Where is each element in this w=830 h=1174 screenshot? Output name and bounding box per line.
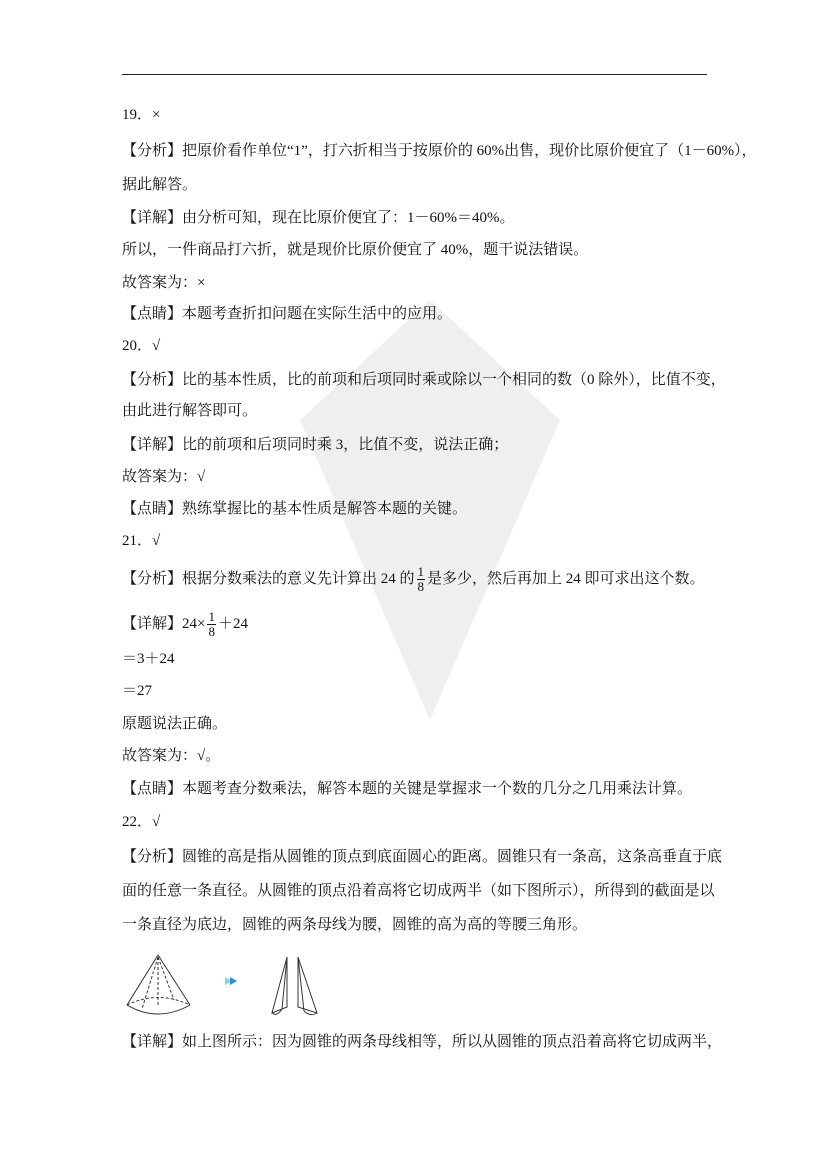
q20-answer: 20．√ bbox=[122, 338, 161, 354]
fraction-numerator: 1 bbox=[208, 609, 215, 624]
q21-step2: ＝27 bbox=[122, 683, 153, 699]
half-cones-icon bbox=[272, 957, 317, 1015]
q22-analysis-cont2: 一条直径为底边，圆锥的两条母线为腰，圆锥的高为高的等腰三角形。 bbox=[122, 917, 588, 933]
q19-answer: 19．× bbox=[122, 107, 161, 123]
q19-detail-cont: 所以，一件商品打六折，就是现价比原价便宜了 40%，题干说法错误。 bbox=[122, 242, 589, 258]
q20-detail: 【详解】比的前项和后项同时乘 3，比值不变，说法正确； bbox=[122, 437, 509, 453]
q21-step1: ＝3＋24 bbox=[122, 651, 175, 667]
fraction-denominator: 8 bbox=[417, 579, 425, 594]
cone-cut-figure bbox=[122, 945, 362, 1025]
q21-analysis-pre: 【分析】根据分数乘法的意义先计算出 24 的 bbox=[122, 570, 415, 587]
fraction bbox=[207, 610, 216, 639]
q20-comment: 【点睛】熟练掌握比的基本性质是解答本题的关键。 bbox=[122, 501, 468, 517]
cone-icon bbox=[127, 955, 190, 1014]
q20-final: 故答案为：√ bbox=[122, 469, 206, 485]
q20-analysis: 【分析】比的基本性质，比的前项和后项同时乘或除以一个相同的数（0 除外），比值不变， bbox=[122, 372, 726, 388]
q22-answer: 22．√ bbox=[122, 814, 161, 830]
q21-conclusion: 原题说法正确。 bbox=[122, 716, 228, 732]
q19-comment: 【点睛】本题考查折扣问题在实际生活中的应用。 bbox=[122, 306, 453, 322]
fraction bbox=[417, 565, 426, 594]
q21-comment: 【点睛】本题考查分数乘法，解答本题的关键是掌握求一个数的几分之几用乘法计算。 bbox=[122, 781, 693, 797]
q19-final: 故答案为：× bbox=[122, 275, 206, 291]
q21-detail-pre: 【详解】24× bbox=[122, 615, 206, 632]
fraction-numerator: 1 bbox=[417, 564, 425, 579]
q21-answer: 21．√ bbox=[122, 533, 161, 549]
q22-detail: 【详解】如上图所示：因为圆锥的两条母线相等，所以从圆锥的顶点沿着高将它切成两半， bbox=[122, 1034, 723, 1050]
arrow-icon bbox=[225, 977, 237, 985]
header-rule bbox=[122, 74, 707, 75]
q19-detail: 【详解】由分析可知，现在比原价便宜了：1－60%＝40%。 bbox=[122, 210, 515, 226]
q21-detail bbox=[122, 610, 248, 639]
q22-analysis: 【分析】圆锥的高是指从圆锥的顶点到底面圆心的距离。圆锥只有一条高，这条高垂直于底 bbox=[122, 849, 723, 865]
q21-analysis-post: 是多少，然后再加上 24 即可求出这个数。 bbox=[427, 570, 705, 587]
q20-analysis-cont: 由此进行解答即可。 bbox=[122, 403, 258, 419]
q22-analysis-cont1: 面的任意一条直径。从圆锥的顶点沿着高将它切成两半（如下图所示），所得到的截面是以 bbox=[122, 883, 715, 899]
q21-final: 故答案为：√。 bbox=[122, 748, 221, 764]
q19-analysis-cont: 据此解答。 bbox=[122, 177, 198, 193]
q21-analysis bbox=[122, 565, 705, 594]
q21-detail-post: ＋24 bbox=[217, 615, 248, 632]
q19-analysis: 【分析】把原价看作单位“1”，打六折相当于按原价的 60%出售，现价比原价便宜了（1－60%）， bbox=[122, 143, 757, 159]
fraction-denominator: 8 bbox=[208, 624, 215, 639]
